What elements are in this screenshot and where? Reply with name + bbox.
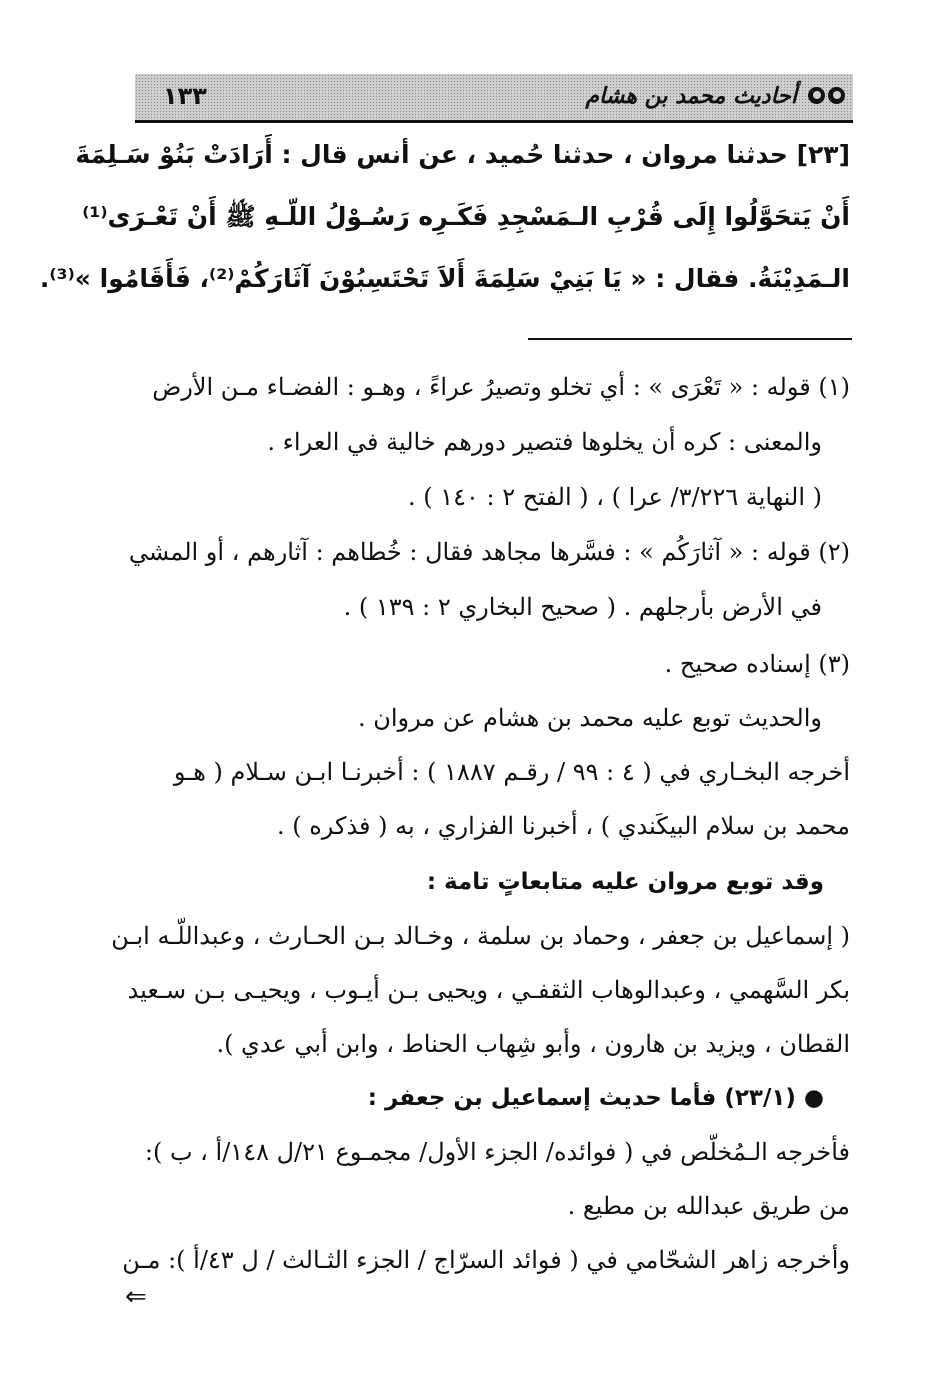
footnote-line: (١) قوله : « تَعْرَى » : أي تخلو وتصيرُ عراءً ، وهـو : الفضـاء مـن الأرض [152,373,850,401]
footnote-divider [528,338,852,340]
body-line: فأخرجه الـمُخلّص في ( فوائده/ الجزء الأول/ مجمـوع ٢١/ل ١٤٨/أ ، ب ): [144,1138,850,1166]
page-number: ١٣٣ [163,82,207,110]
footnote-line: في الأرض بأرجلهم . ( صحيح البخاري ٢ : ١٣٩ ) . [343,593,822,621]
footnote-line: (٣) إسناده صحيح . [664,650,850,678]
body-line: وأخرجه زاهر الشحّامي في ( فوائد السرّاج / الجزء الثـالث / ل ٤٣/أ ): مـن [122,1246,850,1274]
running-header [135,74,853,123]
body-line: محمد بن سلام البيكَندي ) ، أخبرنا الفزاري ، به ( فذكره ) . [276,812,850,840]
body-line: بكر السَّهمي ، وعبدالوهاب الثقفـي ، ويحيى بـن أيـوب ، ويحيـى بـن سـعيد [127,976,850,1004]
continuation-arrow-icon: ⇐ [125,1282,147,1312]
footnote-line: والمعنى : كره أن يخلوها فتصير دورهم خالية في العراء . [267,428,822,456]
footnote-line: ( النهاية ٣/٢٢٦/ عرا ) ، ( الفتح ٢ : ١٤٠ ) . [408,483,822,511]
hadith-line: الـمَدِيْنَةُ. فقال : « يَا بَنِيْ سَلِمَةَ أَلاَ تَحْتَسِبُوْنَ آثَارَكُمْ⁽²⁾، فَأَقَامُوا »⁽³⁾. [39,264,850,293]
body-line: القطان ، ويزيد بن هارون ، وأبو شِهاب الحناط ، وابن أبي عدي ). [216,1030,850,1058]
double-circle-ornament-icon [805,87,845,107]
subsection-heading: ● (٢٣/١) فأما حديث إسماعيل بن جعفر : [367,1085,824,1111]
running-title: أحاديث محمد بن هشام [585,84,797,109]
footnote-line: (٢) قوله : « آثارَكُم » : فسَّرها مجاهد فقال : خُطاهم : آثارهم ، أو المشي [128,538,850,566]
hadith-line: [٢٣] حدثنا مروان ، حدثنا حُميد ، عن أنس قال : أَرَادَتْ بَنُوْ سَـلِمَةَ [75,140,850,169]
body-line: والحديث توبع عليه محمد بن هشام عن مروان . [357,704,822,732]
body-line: ( إسماعيل بن جعفر ، وحماد بن سلمة ، وخـالد بـن الحـارث ، وعبداللّـه ابـن [111,922,850,950]
body-line: أخرجه البخـاري في ( ٤ : ٩٩ / رقـم ١٨٨٧ ) : أخبرنـا ابـن سـلام ( هـو [173,758,850,786]
body-line: من طريق عبدالله بن مطيع . [567,1192,850,1220]
hadith-line: أَنْ يَتحَوَّلُوا إِلَى قُرْبِ الـمَسْجِدِ فَكَـرِه رَسُـوْلُ اللّـهِ ﷺ أَنْ تَعْـرَى⁽¹⁾ [82,202,850,231]
section-heading: وقد توبع مروان عليه متابعاتٍ تامة : [426,869,824,895]
